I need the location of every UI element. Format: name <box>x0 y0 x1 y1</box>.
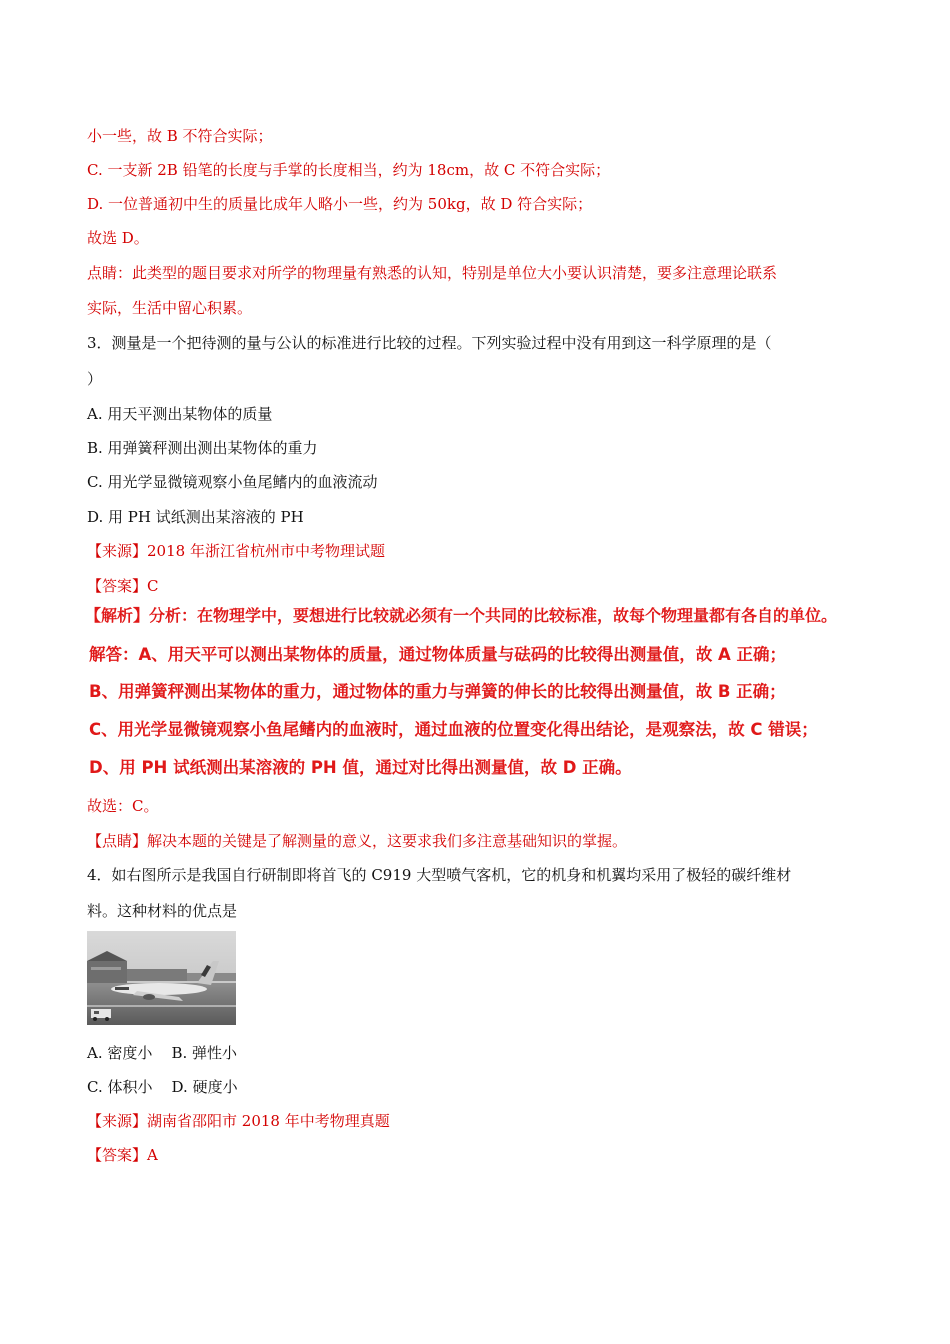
aircraft-photo <box>87 931 236 1025</box>
q4-options-ab: A. 密度小 B. 弹性小 <box>87 1044 238 1062</box>
q3-option-d: D. 用 PH 试纸测出某溶液的 PH <box>87 508 304 526</box>
q4-stem-line-1: 4．如右图所示是我国自行研制即将首飞的 C919 大型喷气客机，它的机身和机翼均采用了极轻的碳纤维材 <box>87 866 792 884</box>
q3-analysis-line-3: B、用弹簧秤测出某物体的重力，通过物体的重力与弹簧的伸长的比较得出测量值，故 B 正确； <box>89 682 786 701</box>
q3-analysis-line-4: C、用光学显微镜观察小鱼尾鳍内的血液时，通过血液的位置变化得出结论，是观察法，故 C 错误； <box>89 720 818 739</box>
q3-analysis-line-2: 解答：A、用天平可以测出某物体的质量，通过物体质量与砝码的比较得出测量值，故 A 正确； <box>89 645 787 664</box>
prev-answer-line-1: 小一些，故 B 不符合实际； <box>87 127 273 145</box>
q3-option-a: A. 用天平测出某物体的质量 <box>87 405 273 423</box>
q3-conclusion: 故选：C。 <box>87 797 159 815</box>
q3-source: 【来源】2018 年浙江省杭州市中考物理试题 <box>87 542 385 560</box>
prev-answer-line-2: C. 一支新 2B 铅笔的长度与手掌的长度相当，约为 18cm，故 C 不符合实际； <box>87 161 611 179</box>
q3-stem-line-1: 3．测量是一个把待测的量与公认的标准进行比较的过程。下列实验过程中没有用到这一科学原理的是（ <box>87 334 772 352</box>
q3-answer: 【答案】C <box>87 577 159 595</box>
q4-stem-line-2: 料。这种材料的优点是 <box>87 902 238 920</box>
q4-answer: 【答案】A <box>87 1146 158 1164</box>
q3-analysis-line-5: D、用 PH 试纸测出某溶液的 PH 值，通过对比得出测量值，故 D 正确。 <box>89 758 632 777</box>
q3-option-c: C. 用光学显微镜观察小鱼尾鳍内的血液流动 <box>87 473 378 491</box>
q4-source: 【来源】湖南省邵阳市 2018 年中考物理真题 <box>87 1112 390 1130</box>
prev-tip-line-2: 实际，生活中留心积累。 <box>87 299 253 317</box>
prev-answer-line-3: D. 一位普通初中生的质量比成年人略小一些，约为 50kg，故 D 符合实际； <box>87 195 593 213</box>
prev-answer-conclusion: 故选 D。 <box>87 229 149 247</box>
q3-option-b: B. 用弹簧秤测出测出某物体的重力 <box>87 439 318 457</box>
prev-tip-line-1: 点睛：此类型的题目要求对所学的物理量有熟悉的认知，特别是单位大小要认识清楚，要多注意理论联系 <box>87 264 778 282</box>
q4-options-cd: C. 体积小 D. 硬度小 <box>87 1078 238 1096</box>
q3-analysis-line-1: 【解析】分析：在物理学中，要想进行比较就必须有一个共同的比较标准，故每个物理量都有各自的单位。 <box>85 606 838 625</box>
q3-tip: 【点睛】解决本题的关键是了解测量的意义，这要求我们多注意基础知识的掌握。 <box>87 832 628 850</box>
q3-stem-line-2: ） <box>87 370 103 388</box>
